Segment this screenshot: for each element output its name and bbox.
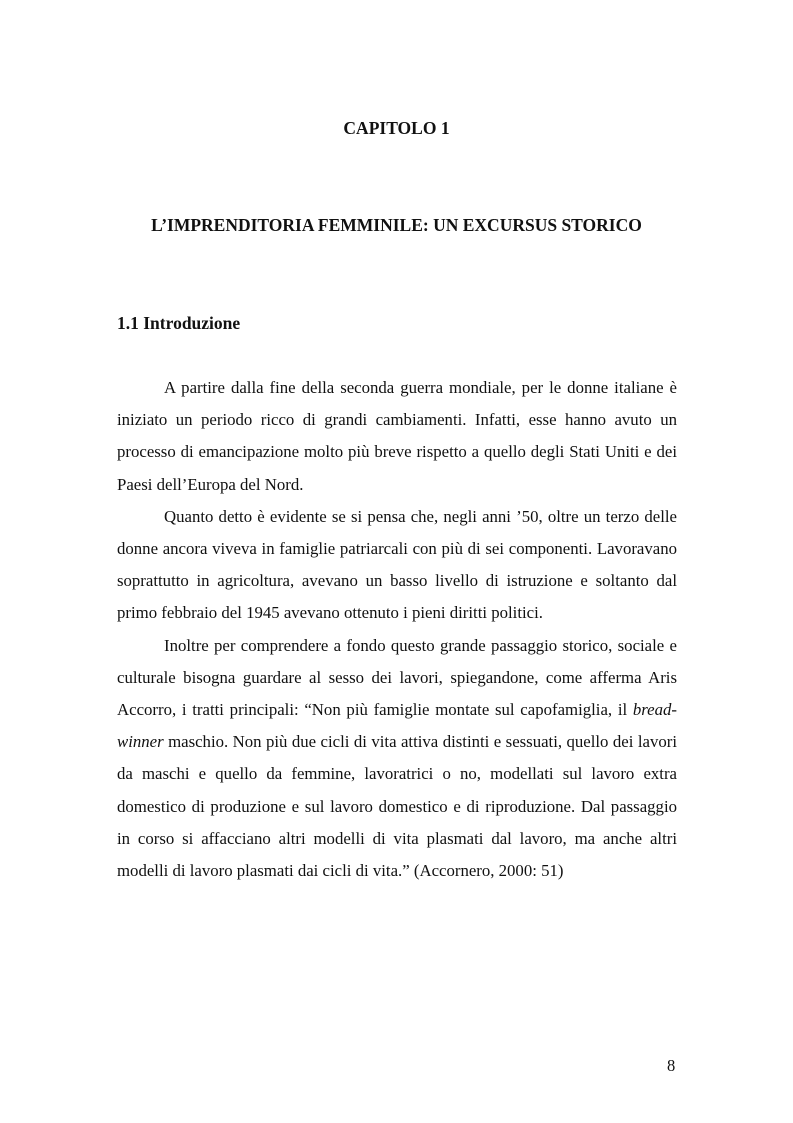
paragraph-3-text-end: maschio. Non più due cicli di vita attiva distinti e sessuati, quello dei lavori da maschi e quello da femmine, lavoratrici o no, modellati sul lavoro extra domestico di produzione e sul lavoro domestico e di riproduzione. Dal passaggio in corso si affacciano altri modelli di vita plasmati dal lavoro, ma anche altri modelli di lavoro plasmati dai cicli di vita.” (Accornero, 2000: 51) xyxy=(117,732,677,881)
page-number: 8 xyxy=(667,1056,676,1075)
body-text xyxy=(117,372,677,887)
paragraph-2: Quanto detto è evidente se si pensa che, negli anni ’50, oltre un terzo delle donne ancora viveva in famiglie patriarcali con più di sei componenti. Lavoravano soprattutto in agricoltura, avevano un basso livello di istruzione e soltanto dal primo febbraio del 1945 avevano ottenuto i pieni diritti politici. xyxy=(117,506,677,623)
paragraph-3-italic-term: bread-winner xyxy=(117,700,677,752)
paragraph-3-text-start: Inoltre per comprendere a fondo questo grande passaggio storico, sociale e culturale bisogna guardare al sesso dei lavori, spiegandone, come afferma Aris Accorro, i tratti principali: “Non più famiglie montate sul capofamiglia, il xyxy=(117,635,677,720)
chapter-label: CAPITOLO 1 xyxy=(343,118,450,138)
paragraph-3 xyxy=(117,630,677,888)
paragraph-1: A partire dalla fine della seconda guerra mondiale, per le donne italiane è iniziato un periodo ricco di grandi cambiamenti. Infatti, esse hanno avuto un processo di emancipazione molto più breve rispetto a quello degli Stati Uniti e dei Paesi dell’Europa del Nord. xyxy=(117,378,677,494)
section-heading: 1.1 Introduzione xyxy=(117,313,241,333)
chapter-title: L’IMPRENDITORIA FEMMINILE: UN EXCURSUS STORICO xyxy=(151,215,642,235)
